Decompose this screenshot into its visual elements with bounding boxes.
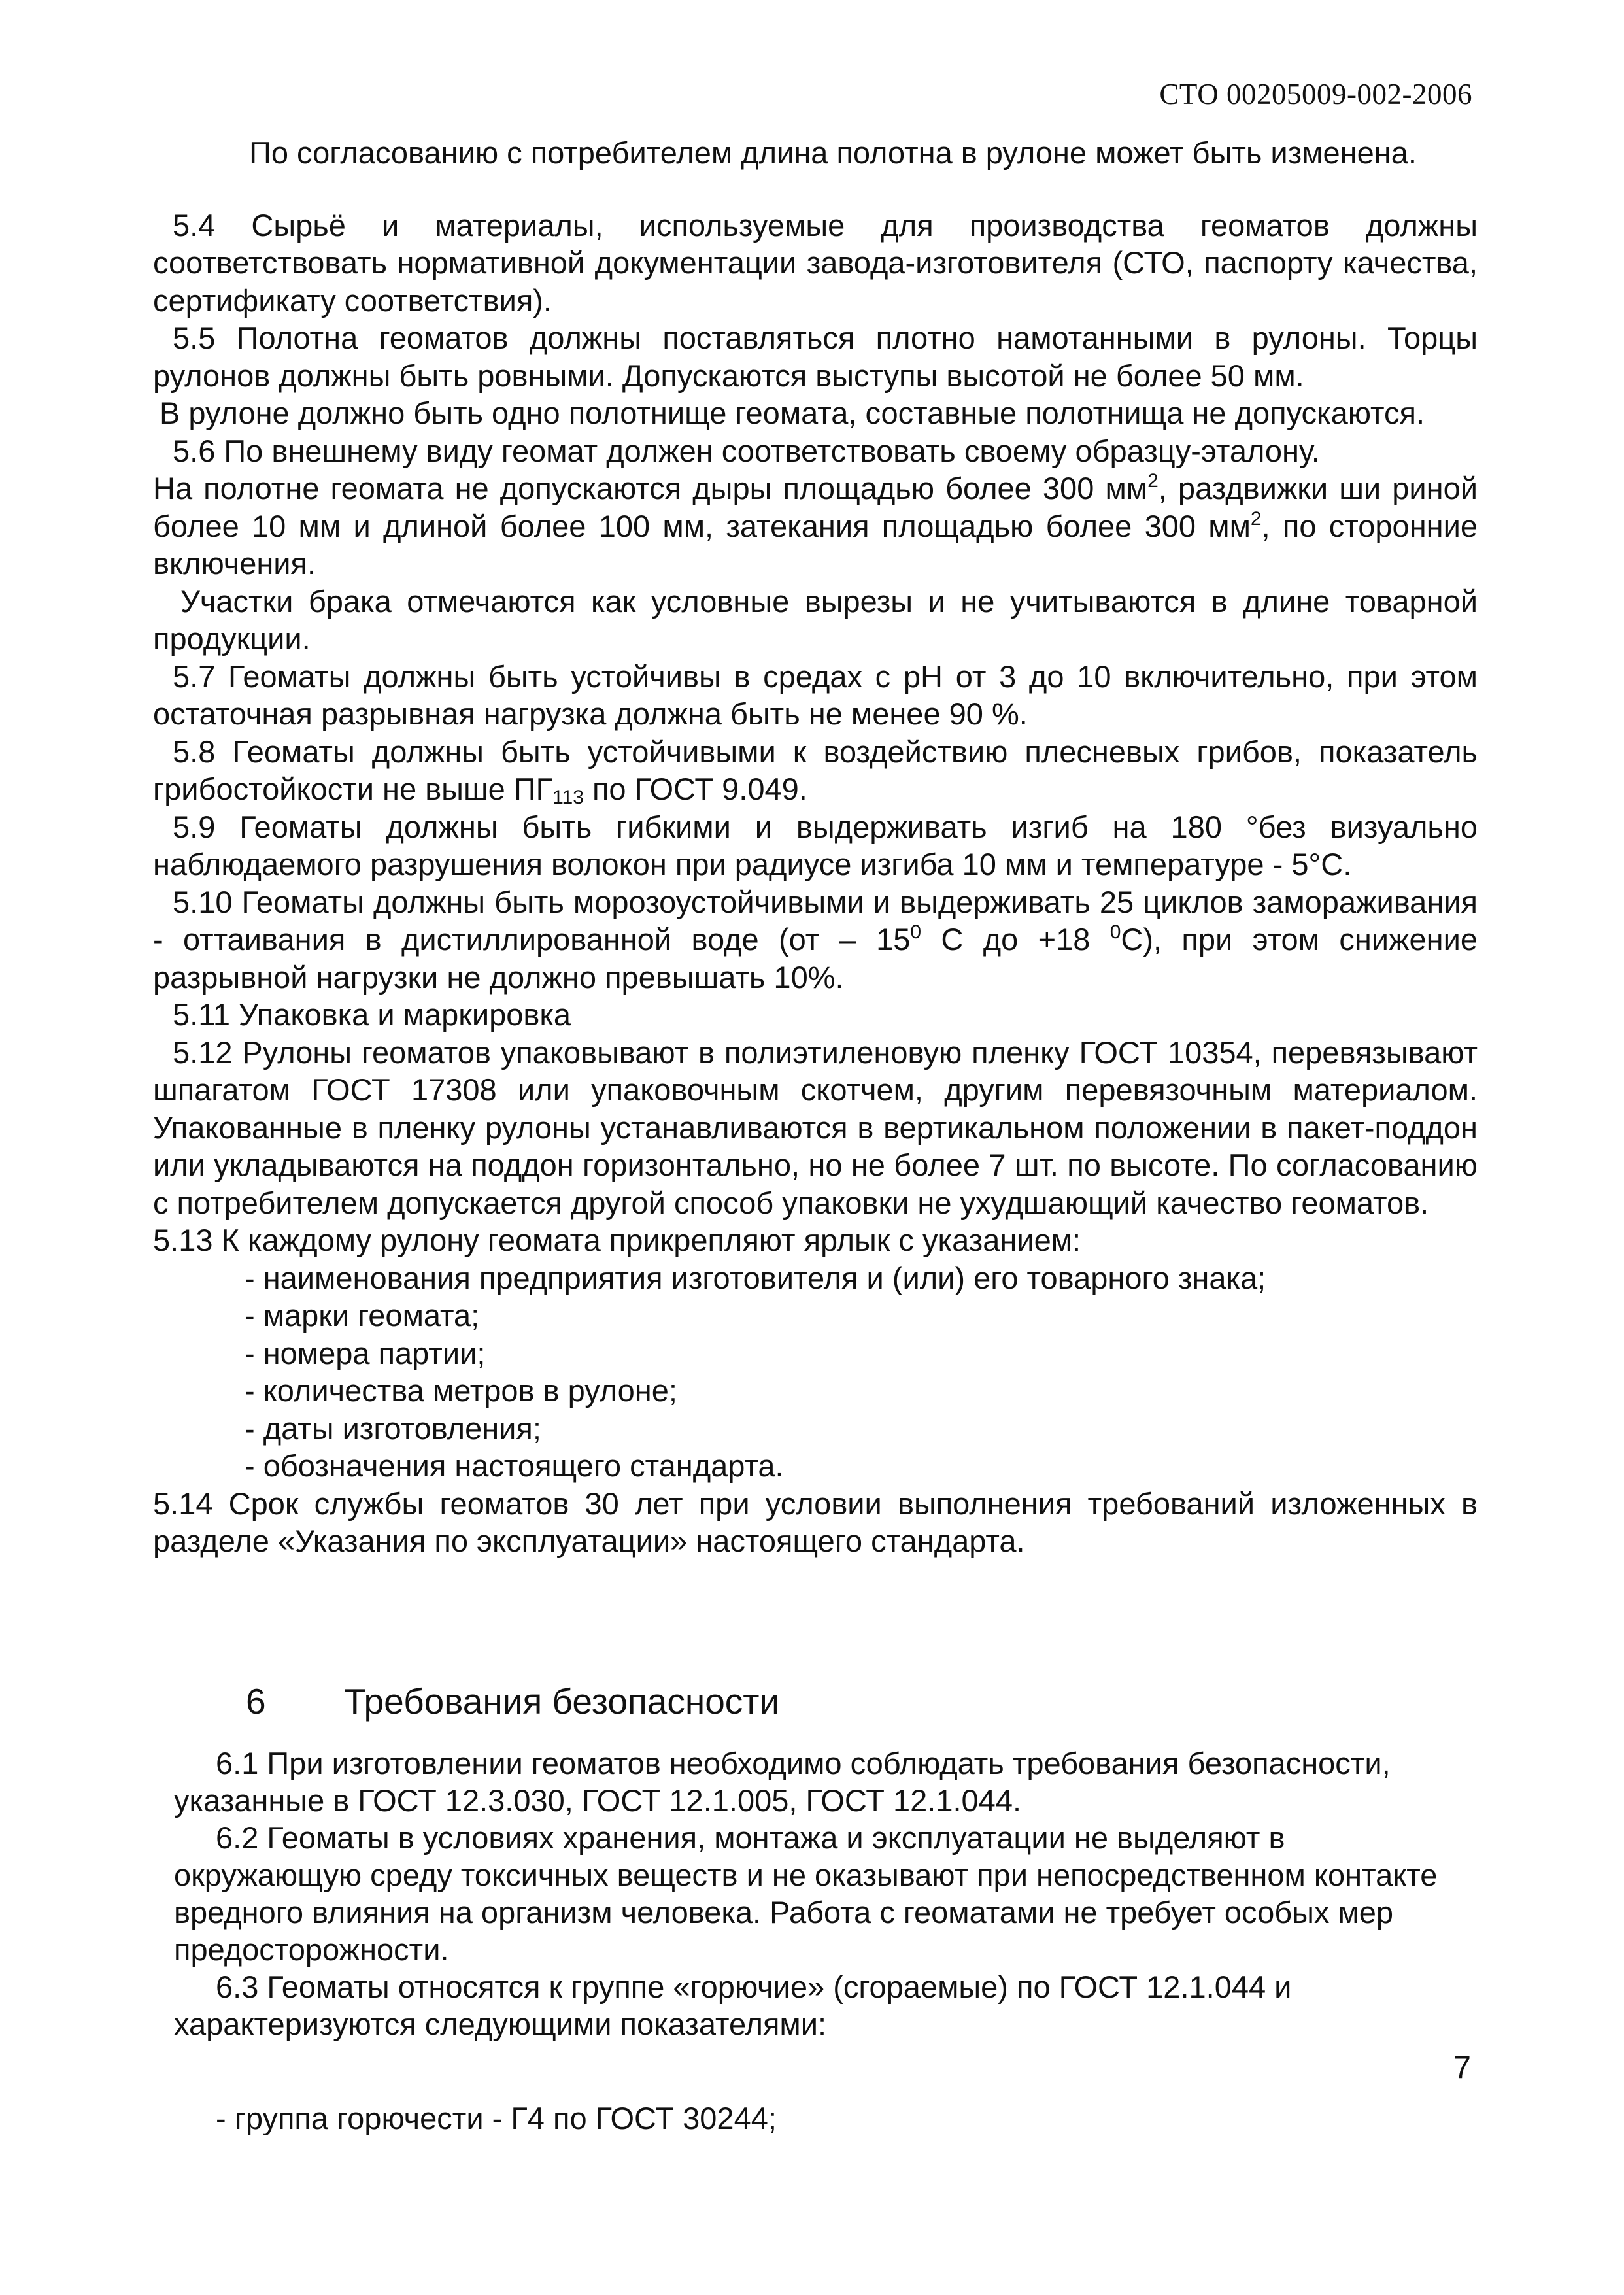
subscript-113: 113 (552, 787, 584, 808)
list-item: - наименования предприятия изготовителя и (или) его товарного знака; (245, 1260, 1266, 1295)
section-6-heading (246, 1680, 779, 1722)
document-code: СТО 00205009-002-2006 (1159, 78, 1472, 110)
paragraph-5-11: 5.11 Упаковка и маркировка (173, 997, 571, 1032)
list-item: - марки геомата; (245, 1298, 480, 1333)
paragraph-5-5: 5.5 Полотна геоматов должны поставляться плотно намотанными в рулоны. Торцы рулонов должны быть ровными. Допускаются выступы высотой не более 50 мм. (153, 320, 1478, 393)
list-item: - номера партии; (245, 1335, 486, 1370)
paragraph-5-6-defects: На полотне геомата не допускаются дыры площадью более 300 $мм^2$, раздвижки ши риной более 10 мм и длиной более 100 мм, затекания площадью более 300 $мм^2$, по сторонние включения. (153, 470, 1478, 581)
paragraph-5-7: 5.7 Геоматы должны быть устойчивы в средах с рН от 3 до 10 включительно, при этом остаточная разрывная нагрузка должна быть не менее 90 %. (153, 658, 1478, 731)
list-item: - группа горючести - Г4 по ГОСТ 30244; (216, 2101, 777, 2135)
superscript-0: 0 (1109, 921, 1121, 943)
label-contents-list (153, 1259, 1478, 1485)
list-item: - даты изготовления; (245, 1410, 541, 1446)
section-5-body (153, 134, 1478, 1560)
paragraph-5-9: 5.9 Геоматы должны быть гибкими и выдерживать изгиб на 180 °без визуально наблюдаемого разрушения волокон при радиусе изгиба 10 мм и температуре - 5°С. (153, 809, 1478, 881)
section-title: Требования безопасности (344, 1681, 780, 1722)
paragraph-5-5-continued: В рулоне должно быть одно полотнище геомата, составные полотнища не допускаются. (160, 396, 1425, 430)
superscript-2: 2 (1147, 470, 1159, 492)
paragraph-5-6: 5.6 По внешнему виду геомат должен соответствовать своему образцу-эталону. (173, 433, 1320, 468)
paragraph-5-12: 5.12 Рулоны геоматов упаковывают в полиэтиленовую пленку ГОСТ 10354, перевязывают шпагатом ГОСТ 17308 или упаковочным скотчем, другим перевязочным материалом. Упакованные в пленку рулоны устанавливаются в вертикальном положении в пакет-поддон или укладываются на поддон горизонтально, но не более 7 шт. по высоте. По согласованию с потребителем допускается другой способ упаковки не ухудшающий качество геоматов. (153, 1034, 1478, 1220)
section-6-body (174, 1744, 1455, 2043)
list-item: - количества метров в рулоне; (245, 1373, 677, 1408)
section-number: 6 (246, 1681, 266, 1722)
paragraph-5-10: 5.10 Геоматы должны быть морозоустойчивыми и выдерживать 25 циклов замораживания - оттаивания в дистиллированной воде ($от - 15^0$ С до +18 $^0$С), при этом снижение разрывной нагрузки не должно превышать 10%. (153, 884, 1478, 994)
paragraph-6-1: 6.1 При изготовлении геоматов необходимо соблюдать требования безопасности, указанные в ГОСТ 12.3.030, ГОСТ 12.1.005, ГОСТ 12.1.044. (174, 1746, 1391, 1818)
superscript-2: 2 (1250, 507, 1262, 530)
paragraph-5-6-rejects: Участки брака отмечаются как условные вырезы и не учитываются в длине товарной продукции. (153, 583, 1478, 656)
paragraph-5-13: 5.13 К каждому рулону геомата прикрепляют ярлык с указанием: (153, 1223, 1081, 1257)
paragraph-6-2: 6.2 Геоматы в условиях хранения, монтажа и эксплуатации не выделяют в окружающую среду токсичных веществ и не оказывают при непосредственном контакте вредного влияния на организм человека. Работа с геоматами не требует особых мер предосторожности. (174, 1820, 1438, 1967)
list-item: - обозначения настоящего стандарта. (245, 1448, 784, 1483)
page-number: 7 (1453, 2050, 1471, 2085)
paragraph-5-14: 5.14 Срок службы геоматов 30 лет при условии выполнения требований изложенных в разделе «Указания по эксплуатации» настоящего стандарта. (153, 1486, 1478, 1558)
superscript-0: 0 (910, 921, 922, 943)
paragraph-6-3: 6.3 Геоматы относятся к группе «горючие» (сгораемые) по ГОСТ 12.1.044 и характеризуются следующими показателями: (174, 1969, 1292, 2041)
intro-paragraph: По согласованию с потребителем длина полотна в рулоне может быть изменена. (249, 135, 1417, 170)
paragraph-5-4: 5.4 Сырьё и материалы, используемые для производства геоматов должны соответствовать нормативной документации завода-изготовителя (СТО, паспорту качества, сертификату соответствия). (153, 207, 1478, 318)
paragraph-5-8: 5.8 Геоматы должны быть устойчивыми к воздействию плесневых грибов, показатель грибостойкости не выше $ПГ_{113}$ по ГОСТ 9.049. (153, 734, 1478, 808)
